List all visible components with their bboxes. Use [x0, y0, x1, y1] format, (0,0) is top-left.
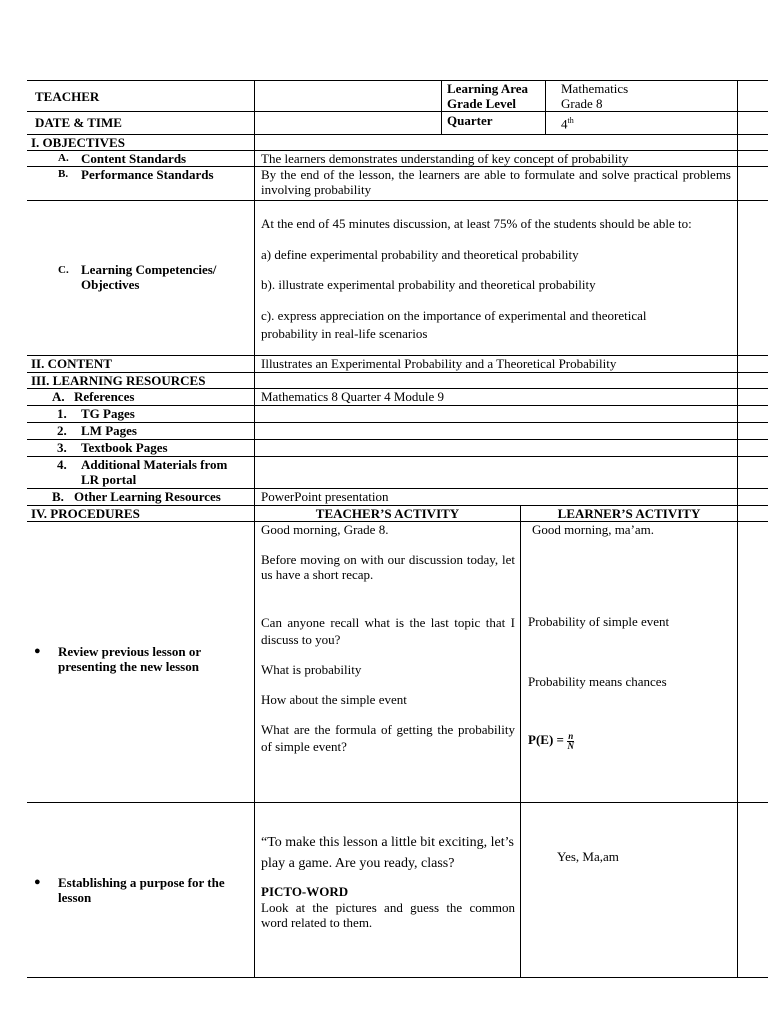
teacher-activity-heading: TEACHER’S ACTIVITY: [315, 506, 460, 521]
row-other-resources: [27, 488, 768, 505]
performance-standards-text: By the end of the lesson, the learners are able to formulate and solve practical problems involving probability: [261, 167, 731, 197]
content-heading: II. CONTENT: [31, 356, 112, 371]
purpose-label-line1: Establishing a purpose for the: [58, 875, 225, 890]
references-letter: A.: [52, 389, 65, 404]
teacher-recall-question: Can anyone recall what is the last topic that I discuss to you?: [261, 615, 515, 647]
teacher-label-cell: [27, 81, 254, 111]
row-content-standards: [27, 150, 768, 166]
picto-word-instructions: Look at the pictures and guess the common word related to them.: [261, 900, 515, 930]
teacher-label: TEACHER: [35, 89, 100, 104]
other-resources-label: Other Learning Resources: [74, 489, 221, 504]
row-tg-pages: [27, 405, 768, 422]
other-resources-letter: B.: [52, 489, 64, 504]
content-standards-text: The learners demonstrates understanding of key concept of probability: [261, 151, 629, 166]
other-resources-text: PowerPoint presentation: [261, 489, 389, 504]
learner-activity-heading: LEARNER’S ACTIVITY: [557, 506, 701, 521]
row-procedures-heading: [27, 505, 768, 521]
competency-a: a) define experimental probability and theoretical probability: [261, 247, 579, 262]
resources-heading: III. LEARNING RESOURCES: [31, 373, 206, 388]
content-standards-label: Content Standards: [81, 151, 187, 166]
picto-word-title: PICTO-WORD: [261, 884, 349, 899]
objectives-heading: I. OBJECTIVES: [31, 135, 125, 150]
header-extra-cell: [737, 81, 768, 111]
textbook-pages-number: 3.: [57, 440, 67, 455]
grade-level-label: Grade Level: [447, 96, 516, 111]
date-time-label: DATE & TIME: [35, 115, 122, 130]
row-objectives-heading: [27, 134, 768, 150]
lesson-plan-table: [27, 80, 768, 978]
quarter-value-cell: [545, 112, 737, 134]
row-establishing-purpose: [27, 802, 768, 978]
date-time-label-cell: [27, 112, 254, 134]
competencies-label-line2: Objectives: [81, 277, 140, 292]
teacher-recap: Before moving on with our discussion today, let us have a short recap.: [261, 552, 515, 582]
tg-pages-label: TG Pages: [81, 406, 135, 421]
lm-pages-number: 2.: [57, 423, 67, 438]
competencies-letter: C.: [58, 264, 69, 276]
learner-greeting: Good morning, ma’am.: [532, 522, 655, 537]
content-standards-letter: A.: [58, 152, 69, 164]
learner-ready-response: Yes, Ma,am: [557, 849, 619, 864]
row-references: [27, 388, 768, 405]
row-review-lesson: [27, 521, 768, 802]
references-text: Mathematics 8 Quarter 4 Module 9: [261, 389, 445, 404]
references-label: References: [74, 389, 135, 404]
row-teacher: [27, 80, 768, 111]
row-performance-standards: [27, 166, 768, 200]
teacher-simple-event-question: How about the simple event: [261, 692, 407, 707]
competencies-label-line1: Learning Competencies/: [81, 262, 217, 277]
review-label-line1: Review previous lesson or: [58, 644, 202, 659]
row-learning-competencies: [27, 200, 768, 355]
review-label-line2: presenting the new lesson: [58, 659, 199, 674]
teacher-probability-question: What is probability: [261, 662, 362, 677]
row-resources-heading: [27, 372, 768, 388]
performance-standards-label: Performance Standards: [81, 167, 214, 182]
learner-probability-meaning: Probability means chances: [528, 674, 667, 689]
probability-formula: P(E) = $\frac{n}{N}$: [528, 730, 574, 751]
additional-materials-label-line2: LR portal: [81, 472, 137, 487]
teacher-value-cell: [254, 81, 441, 111]
row-textbook-pages: [27, 439, 768, 456]
row-additional-materials: [27, 456, 768, 488]
competency-b: b). illustrate experimental probability and theoretical probability: [261, 277, 596, 292]
bullet-icon: ●: [34, 645, 41, 657]
competencies-intro: At the end of 45 minutes discussion, at least 75% of the students should be able to:: [261, 216, 692, 231]
content-text: Illustrates an Experimental Probability and a Theoretical Probability: [261, 356, 617, 371]
purpose-game-intro: “To make this lesson a little bit exciting, let’s play a game. Are you ready, class?: [261, 835, 514, 871]
teacher-formula-question: What are the formula of getting the probability of simple event?: [261, 722, 515, 754]
lm-pages-label: LM Pages: [81, 423, 137, 438]
quarter-value: 4th: [561, 116, 574, 132]
additional-materials-number: 4.: [57, 457, 67, 472]
row-lm-pages: [27, 422, 768, 439]
date-time-value-cell: [254, 112, 441, 134]
performance-standards-letter: B.: [58, 168, 69, 180]
additional-materials-label-line1: Additional Materials from: [81, 457, 228, 472]
tg-pages-number: 1.: [57, 406, 67, 421]
row-content: [27, 355, 768, 372]
quarter-label-cell: [441, 112, 545, 134]
bullet-icon: ●: [34, 876, 41, 888]
procedures-heading: IV. PROCEDURES: [31, 506, 140, 521]
purpose-label-line2: lesson: [58, 890, 92, 905]
textbook-pages-label: Textbook Pages: [81, 440, 168, 455]
learning-area-value: Mathematics: [561, 81, 629, 96]
quarter-extra-cell: [737, 112, 768, 134]
grade-level-value: Grade 8: [561, 96, 603, 111]
area-grade-label-cell: [441, 81, 545, 111]
row-date-time: [27, 111, 768, 134]
learning-area-label: Learning Area: [447, 81, 529, 96]
area-grade-value-cell: [545, 81, 737, 111]
teacher-greeting: Good morning, Grade 8.: [261, 522, 389, 537]
learner-simple-event: Probability of simple event: [528, 614, 670, 629]
quarter-label: Quarter: [447, 113, 493, 128]
competency-c: c). express appreciation on the importance of experimental and theoretical probability in real-life scenarios: [261, 308, 647, 341]
